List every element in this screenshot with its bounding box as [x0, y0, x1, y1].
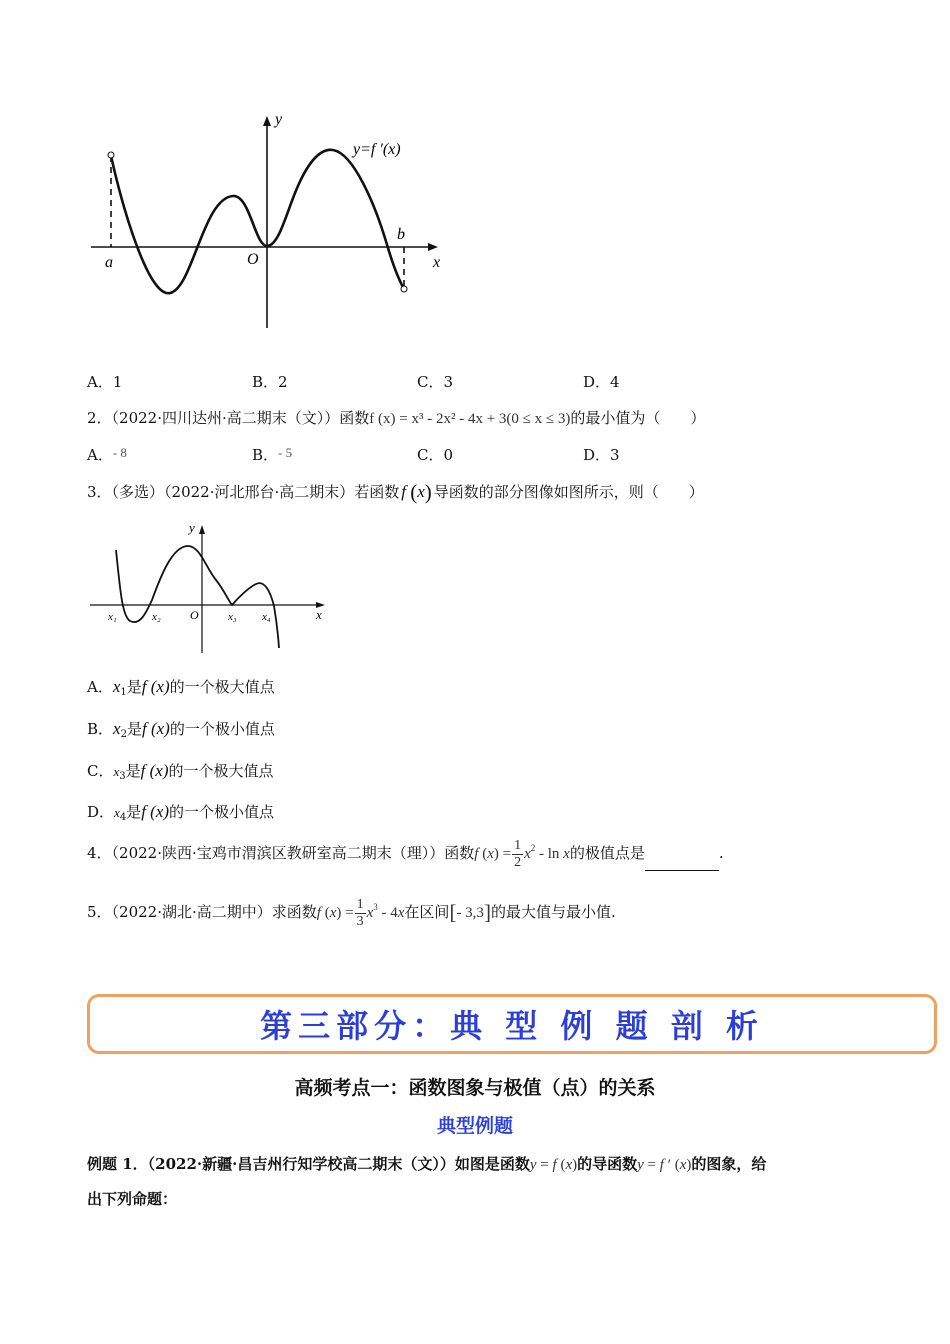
origin-label: O	[247, 251, 259, 268]
q2-option-c: C．0	[417, 446, 454, 464]
q3-option-c: C．$x_3$是f (x)的一个极大值点	[87, 761, 274, 782]
section-subheading: 典型例题	[436, 1115, 513, 1137]
x-axis-label: x	[316, 607, 322, 622]
x2-label: x₂	[152, 611, 161, 623]
q1-option-d: D．4	[583, 373, 620, 391]
question-3: 3．（多选）（2022·河北邢台·高二期末）若函数 f (x) 导函数的部分图像如图所示，则（ ）	[87, 480, 704, 504]
q2-formula: f (x) = x³ - 2x² - 4x + 3(0 ≤ x ≤ 3)	[369, 411, 571, 427]
endpoint-b	[401, 286, 407, 292]
section-banner	[87, 994, 937, 1054]
x1-label: x₁	[108, 611, 117, 623]
banner-title: 第三部分：典 型 例 题 剖 析	[260, 1007, 764, 1045]
q2-option-a: A．- 8	[87, 445, 127, 464]
curve-label: y=f ′(x)	[353, 141, 401, 158]
q1-option-b: B．2	[252, 373, 288, 391]
x3-label: x₃	[228, 611, 237, 623]
graph-derivative-1	[85, 108, 455, 338]
q2-option-b: B．- 5	[252, 445, 293, 464]
ex1-formula-2: y = f ′ (x)	[637, 1157, 692, 1173]
origin-label: O	[190, 608, 199, 622]
q2-suffix: 的最小值为（ ）	[570, 409, 706, 427]
question-4: 4．（2022·陕西·宝鸡市渭滨区教研室高二期末（理））函数f (x) = $\frac{1}{2}$ $x^2$ - ln x的极值点是 .	[87, 838, 724, 870]
q4-formula: f (x) = $\frac{1}{2}$ $x^2$ - ln x	[474, 838, 570, 870]
question-5: 5．（2022·湖北·高二期中）求函数f (x) = $\frac{1}{3}$ $x^3 - 4x$在区间[- 3,3]的最大值与最小值.	[87, 897, 616, 929]
endpoint-a	[108, 152, 114, 158]
section-heading: 高频考点一：函数图象与极值（点）的关系	[294, 1077, 656, 1099]
q5-formula: f (x) = $\frac{1}{3}$ $x^3 - 4x$	[316, 897, 405, 929]
q3-option-d: D．$x_4$是f (x)的一个极小值点	[87, 802, 275, 823]
ex1-formula-1: y = f (x)	[529, 1157, 578, 1173]
q1-option-c: C．3	[417, 373, 454, 391]
q3-fx: f (x)	[401, 480, 432, 504]
example-1: 例题 1．（2022·新疆·昌吉州行知学校高二期末（文））如图是函数y = f (x)的导函数y = f ′ (x)的图象，给	[87, 1155, 767, 1173]
question-2	[87, 407, 705, 428]
derivative-curve	[116, 546, 279, 648]
b-label: b	[397, 226, 405, 243]
x-axis-label: x	[433, 254, 441, 271]
y-axis-arrow	[199, 525, 205, 534]
a-label: a	[105, 254, 113, 271]
y-axis-label: y	[275, 111, 283, 128]
derivative-curve	[111, 150, 404, 293]
graph-derivative-2	[88, 518, 333, 658]
q4-answer-blank[interactable]	[645, 856, 719, 871]
q3-option-a: A．$x_1$是f (x)的一个极大值点	[87, 677, 275, 698]
y-axis-label: y	[189, 520, 195, 535]
q3-option-b: B．$x_2$是f (x)的一个极小值点	[87, 719, 275, 740]
q2-number: 2．	[87, 409, 112, 427]
example-1-line2: 出下列命题：	[87, 1190, 178, 1208]
x-axis-arrow	[428, 243, 438, 251]
q1-option-a: A．1	[87, 373, 123, 391]
q5-interval: [- 3,3]	[449, 899, 491, 924]
x4-label: x₄	[262, 611, 271, 623]
q2-source: （2022·四川达州·高二期末（文））函数	[111, 409, 370, 427]
y-axis-arrow	[263, 116, 271, 126]
q2-option-d: D．3	[583, 446, 620, 464]
